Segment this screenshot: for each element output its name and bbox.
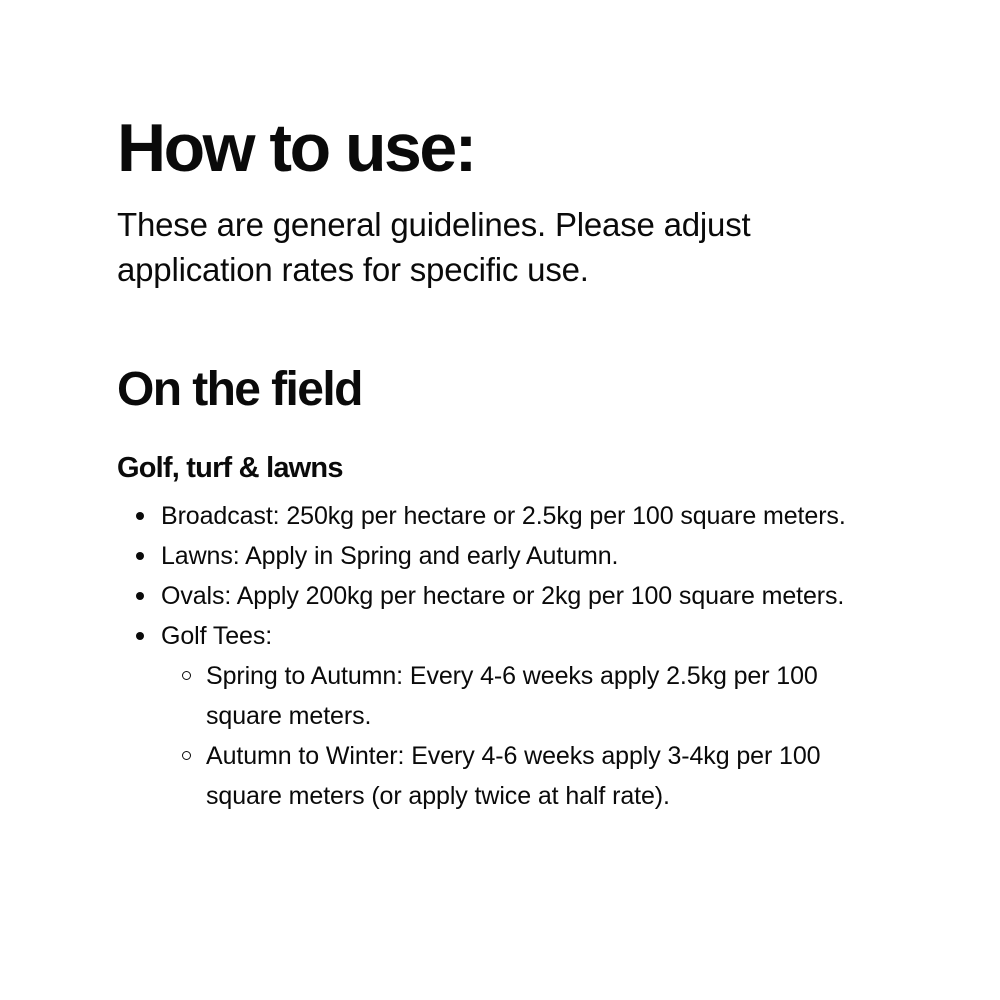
sub-list-item	[206, 736, 861, 816]
bullet-icon	[136, 512, 144, 520]
hollow-bullet-icon	[182, 751, 191, 760]
section-title: On the field	[117, 363, 362, 416]
page-content	[117, 112, 897, 816]
sub-list-item	[206, 656, 861, 736]
list-item	[161, 496, 861, 536]
golf-tees-sublist	[161, 656, 861, 816]
list-item	[161, 616, 861, 816]
list-item-text: Ovals: Apply 200kg per hectare or 2kg per 100 square meters.	[161, 582, 845, 610]
hollow-bullet-icon	[182, 671, 191, 680]
list-item	[161, 576, 861, 616]
bullet-icon	[136, 592, 144, 600]
list-item-text: Golf Tees:	[161, 622, 273, 650]
sub-list-item-text: Spring to Autumn: Every 4-6 weeks apply 2.5kg per 100 square meters.	[206, 662, 818, 730]
list-item-text: Broadcast: 250kg per hectare or 2.5kg per 100 square meters.	[161, 502, 846, 530]
sub-list-item-text: Autumn to Winter: Every 4-6 weeks apply 3-4kg per 100 square meters (or apply twice at half rate).	[206, 742, 821, 810]
page-title: How to use:	[117, 110, 475, 186]
bullet-icon	[136, 632, 144, 640]
subsection-title: Golf, turf & lawns	[117, 452, 343, 484]
list-item	[161, 536, 861, 576]
bullet-icon	[136, 552, 144, 560]
intro-text: These are general guidelines. Please adjust application rates for specific use.	[117, 206, 751, 288]
list-item-text: Lawns: Apply in Spring and early Autumn.	[161, 542, 619, 570]
guideline-list	[117, 496, 861, 816]
